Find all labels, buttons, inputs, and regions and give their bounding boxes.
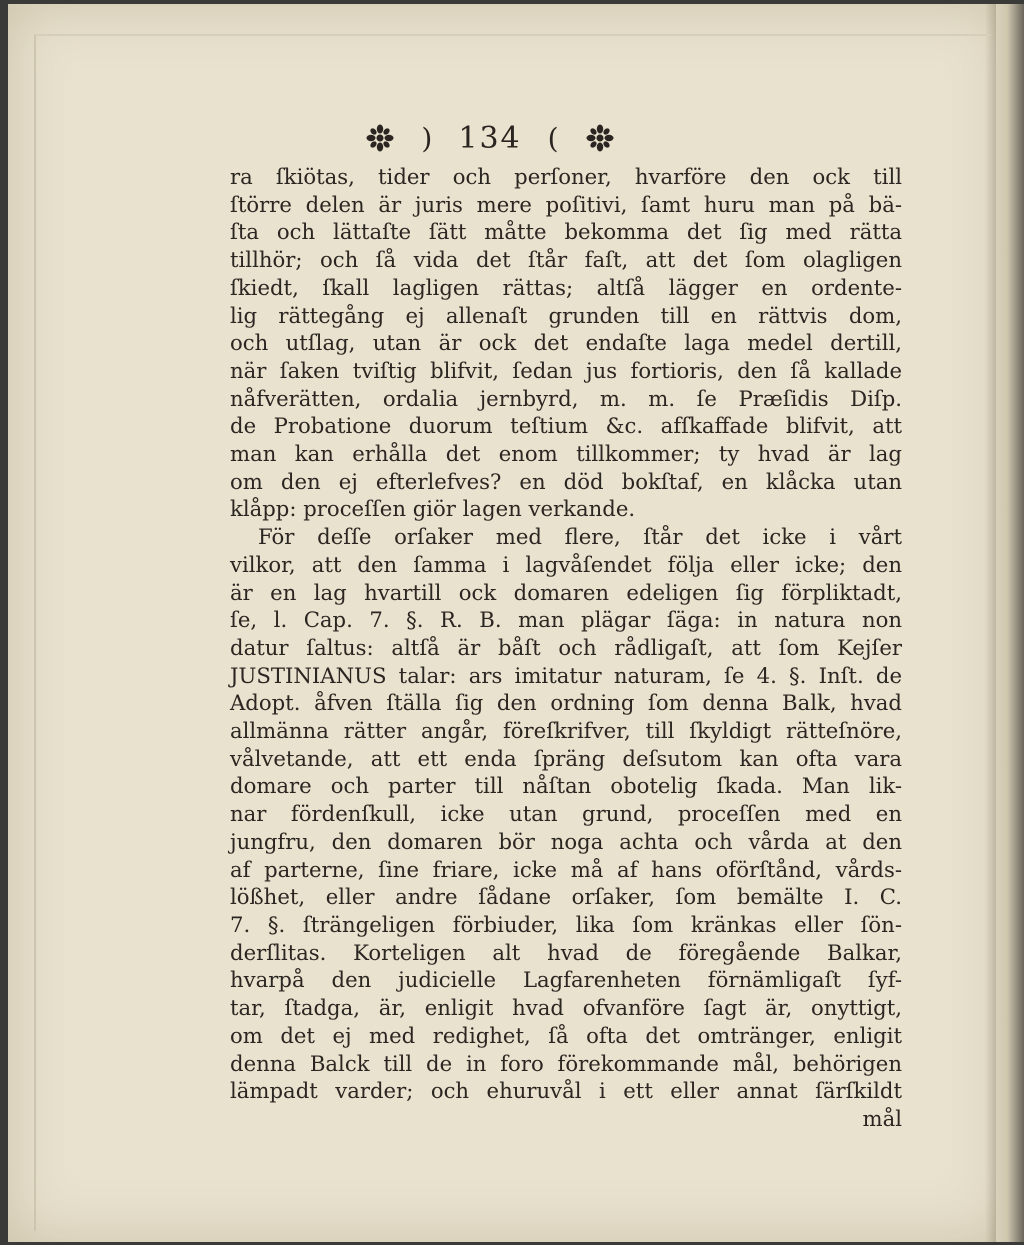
text-line: nåfverätten, ordalia jernbyrd, m. m. ſe Præſidis Diſp. [230, 385, 902, 411]
next-page-edge [996, 4, 1024, 1242]
text-line: och utſlag, utan är ock det endaſte laga medel dertill, [230, 330, 902, 356]
flower-ornament-icon [365, 123, 395, 153]
text-line: klåpp: proceſſen giör lagen verkande. [230, 496, 636, 522]
text-line: när ſaken tviſtig blifvit, ſedan jus fortioris, den ſå kallade [230, 357, 902, 383]
text-line: Adopt. åfven ſtälla ſig den ordning ſom denna Balk, hvad [230, 690, 902, 716]
page-number: 134 [458, 120, 522, 156]
header-paren-right: ( [547, 121, 559, 155]
text-line: domare och parter till nåſtan obotelig ſkada. Man lik- [230, 773, 902, 799]
text-line: denna Balck till de in foro förekommande mål, behörigen [230, 1050, 902, 1076]
text-line: ra ſkiötas, tider och perſoner, hvarföre den ock till [230, 164, 902, 189]
text-line: lig rättegång ej allenaſt grunden till en rättvis dom, [230, 302, 902, 328]
text-line: ſkiedt, ſkall lagligen rättas; altſå lägger en ordente- [230, 274, 902, 300]
text-line: vålvetande, att ett enda ſpräng deſsutom kan ofta vara [230, 745, 902, 771]
text-line: För deſſe orſaker med flere, ſtår det icke i vårt [258, 524, 902, 550]
text-line: datur ſaltus: altſå är båſt och rådligaſt, att ſom Kejſer [230, 634, 902, 660]
text-line: ſtörre delen är juris mere poſitivi, ſamt huru man på bä- [230, 191, 902, 217]
text-line: af parterne, ſine friare, icke må af hans oförſtånd, vårds- [230, 856, 902, 882]
text-line: tillhör; och ſå vida det ſtår faſt, att det ſom olagligen [230, 247, 902, 273]
page-header [230, 118, 750, 158]
text-line: derſlitas. Korteligen alt hvad de föregående Balkar, [230, 939, 902, 965]
text-line: är en lag hvartill ock domaren edeligen ſig förpliktadt, [230, 579, 902, 605]
text-line: hvarpå den judicielle Lagfarenheten förnämligaſt ſyf- [230, 967, 902, 993]
catchword: mål [862, 1105, 902, 1131]
text-line: om det ej med redighet, ſå ofta det omtränger, enligit [230, 1022, 902, 1048]
text-line: lämpadt varder; och ehuruvål i ett eller annat ſärſkildt [230, 1078, 902, 1104]
text-line: nar fördenſkull, icke utan grund, proceſſen med en [230, 801, 902, 827]
flower-ornament-icon [585, 123, 615, 153]
text-line: ſe, l. Cap. 7. §. R. B. man plägar ſäga: in natura non [230, 607, 902, 633]
text-line: man kan erhålla det enom tillkommer; ty hvad är lag [230, 441, 902, 467]
text-line: vilkor, att den ſamma i lagvåſendet följa eller icke; den [230, 551, 902, 577]
text-line: ſta och lättaſte ſätt måtte bekomma det ſig med rätta [230, 219, 902, 245]
text-line: lößhet, eller andre ſådane orſaker, ſom bemälte I. C. [230, 884, 902, 910]
text-line: allmänna rätter angår, föreſkrifver, till ſkyldigt rätteſnöre, [230, 718, 902, 744]
body-text [230, 163, 902, 1133]
text-line: om den ej efterlefves? en död bokſtaf, en klåcka utan [230, 468, 902, 494]
text-line: JUSTINIANUS talar: ars imitatur naturam, ſe 4. §. Inſt. de [230, 662, 902, 688]
text-line: de Probatione duorum teſtium &c. afſkaffade blifvit, att [230, 413, 902, 439]
text-line: 7. §. ſträngeligen förbiuder, lika ſom kränkas eller ſön- [230, 911, 902, 937]
text-line: tar, ſtadga, är, enligit hvad ofvanföre ſagt är, onyttigt, [230, 995, 902, 1021]
text-line: jungfru, den domaren bör noga achta och vårda at den [230, 828, 902, 854]
header-paren-left: ) [421, 121, 433, 155]
